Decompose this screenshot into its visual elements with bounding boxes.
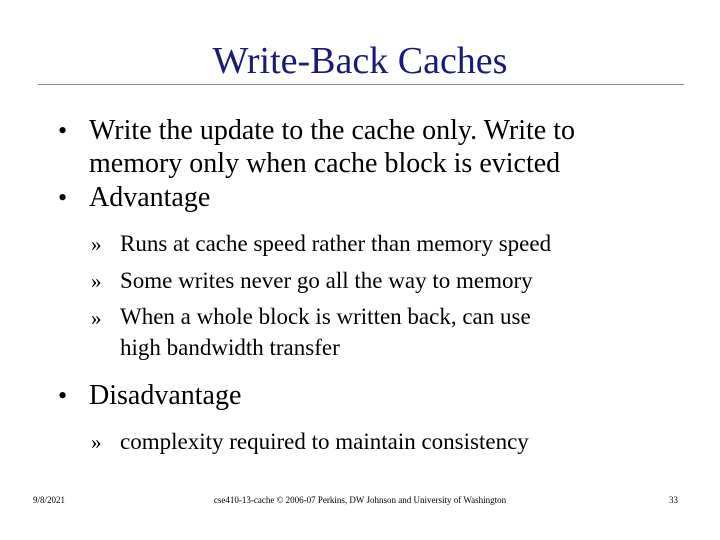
- slide-body: [58, 114, 698, 459]
- subbullet-marker: »: [91, 306, 102, 330]
- subbullet-marker: »: [91, 269, 102, 293]
- subbullet-item: [58, 227, 698, 261]
- subbullet-text-line: When a whole block is written back, can use: [120, 304, 531, 329]
- bullet-text: Disadvantage: [89, 380, 242, 411]
- bullet-item: [58, 379, 698, 412]
- footer-copyright: cse410-13-cache © 2006-07 Perkins, DW Johnson and University of Washington: [213, 495, 507, 505]
- subbullet-text: complexity required to maintain consistency: [120, 429, 529, 454]
- subbullet-text: Some writes never go all the way to memory: [120, 268, 533, 293]
- footer-page-number: 33: [669, 495, 678, 505]
- footer-date: 9/8/2021: [33, 495, 66, 505]
- bullet-marker: •: [58, 183, 68, 212]
- bullet-marker: •: [58, 116, 68, 145]
- bullet-text-line: Write the update to the cache only. Write to: [89, 115, 576, 146]
- subbullet-item: [58, 425, 698, 459]
- bullet-text: Advantage: [89, 182, 211, 213]
- subbullet-item: [58, 301, 698, 363]
- bullet-text-line: memory only when cache block is evicted: [89, 148, 561, 179]
- bullet-item: [58, 181, 698, 214]
- bullet-marker: •: [58, 381, 68, 410]
- subbullet-marker: »: [91, 430, 102, 454]
- bullet-item: [58, 114, 698, 180]
- subbullet-list: [58, 425, 698, 459]
- subbullet-text-line: high bandwidth transfer: [120, 335, 340, 360]
- subbullet-list: [58, 227, 698, 363]
- title-divider: [38, 84, 684, 85]
- subbullet-marker: »: [91, 232, 102, 256]
- slide-title: Write-Back Caches: [212, 40, 508, 82]
- subbullet-text: Runs at cache speed rather than memory speed: [120, 231, 552, 256]
- subbullet-item: [58, 264, 698, 298]
